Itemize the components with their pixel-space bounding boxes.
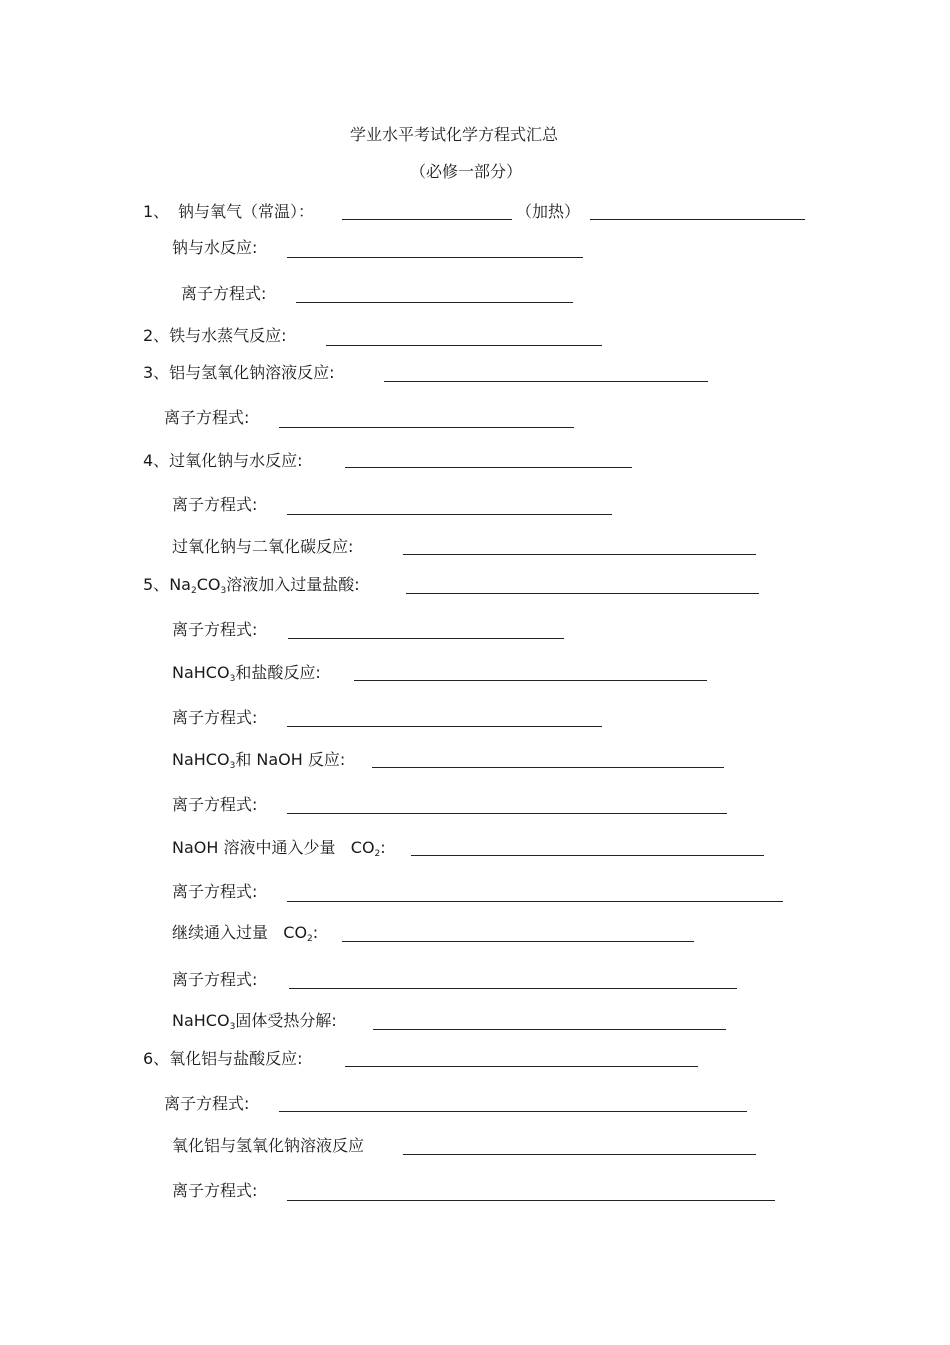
- subscript: 2: [190, 586, 197, 596]
- question-label: 4、过氧化钠与水反应:: [143, 451, 303, 470]
- answer-blank[interactable]: [342, 219, 512, 220]
- question-label: 离子方程式:: [181, 284, 267, 303]
- answer-blank[interactable]: [345, 467, 632, 468]
- answer-blank[interactable]: [384, 381, 708, 382]
- answer-blank[interactable]: [411, 855, 764, 856]
- question-label: [143, 575, 360, 595]
- question-label: 离子方程式:: [172, 882, 258, 901]
- question-label: 离子方程式:: [164, 408, 250, 427]
- subscript: 3: [229, 1022, 236, 1032]
- answer-blank[interactable]: [354, 680, 707, 681]
- answer-blank[interactable]: [403, 554, 756, 555]
- question-label: 6、氧化铝与盐酸反应:: [143, 1049, 303, 1068]
- answer-blank[interactable]: [326, 345, 602, 346]
- question-label: [172, 1011, 337, 1031]
- question-label: 2、铁与水蒸气反应:: [143, 326, 287, 345]
- formula-text: NaHCO: [172, 750, 230, 769]
- question-label: [172, 838, 386, 858]
- question-label: 钠与水反应:: [172, 238, 258, 257]
- question-label: 离子方程式:: [172, 1181, 258, 1200]
- question-label: 过氧化钠与二氧化碳反应:: [172, 537, 354, 556]
- formula-text: NaHCO: [172, 1011, 230, 1030]
- answer-blank[interactable]: [287, 1200, 775, 1201]
- answer-blank[interactable]: [406, 593, 759, 594]
- label-text: NaOH 溶液中通入少量: [172, 838, 336, 857]
- answer-blank[interactable]: [287, 726, 602, 727]
- question-label: [172, 750, 345, 770]
- answer-blank[interactable]: [288, 638, 564, 639]
- item-number: 1、: [143, 202, 170, 221]
- answer-blank[interactable]: [287, 514, 612, 515]
- formula-text: CO: [283, 923, 308, 942]
- label-text: :: [312, 923, 319, 942]
- label-text: 继续通入过量: [172, 923, 269, 942]
- label-text: :: [380, 838, 386, 857]
- answer-blank[interactable]: [372, 767, 724, 768]
- answer-blank[interactable]: [287, 257, 583, 258]
- question-label: 离子方程式:: [172, 620, 258, 639]
- subscript: 3: [220, 586, 227, 596]
- formula-text: Na: [169, 575, 191, 594]
- item-number: 5、: [143, 575, 170, 594]
- page-subtitle: （必修一部分）: [410, 162, 523, 181]
- question-label: （加热）: [516, 202, 581, 221]
- page-title: 学业水平考试化学方程式汇总: [350, 125, 559, 144]
- answer-blank[interactable]: [289, 988, 737, 989]
- formula-text: NaHCO: [172, 663, 230, 682]
- answer-blank[interactable]: [296, 302, 573, 303]
- subscript: 2: [307, 934, 313, 944]
- answer-blank[interactable]: [279, 1111, 747, 1112]
- formula-text: CO: [350, 838, 375, 857]
- answer-blank[interactable]: [590, 219, 805, 220]
- question-label: 钠与氧气（常温）：: [178, 202, 315, 221]
- label-text: 固体受热分解:: [235, 1011, 337, 1030]
- question-label: 离子方程式:: [172, 708, 258, 727]
- question-label: 3、铝与氢氧化钠溶液反应:: [143, 363, 335, 382]
- subscript: 3: [229, 674, 236, 684]
- answer-blank[interactable]: [373, 1029, 726, 1030]
- question-label: 离子方程式:: [172, 795, 258, 814]
- label-text: 溶液加入过量盐酸:: [226, 575, 360, 594]
- answer-blank[interactable]: [279, 427, 574, 428]
- question-label: 离子方程式:: [172, 970, 258, 989]
- subscript: 3: [229, 761, 236, 771]
- formula-text: CO: [196, 575, 221, 594]
- question-label: 氧化铝与氢氧化钠溶液反应: [172, 1136, 365, 1155]
- answer-blank[interactable]: [287, 901, 783, 902]
- question-label: [172, 663, 321, 683]
- question-label: [172, 923, 318, 943]
- answer-blank[interactable]: [287, 813, 727, 814]
- answer-blank[interactable]: [403, 1154, 756, 1155]
- answer-blank[interactable]: [345, 1066, 698, 1067]
- question-label: 离子方程式:: [172, 495, 258, 514]
- subscript: 2: [374, 849, 381, 859]
- question-label: 离子方程式:: [164, 1094, 250, 1113]
- answer-blank[interactable]: [342, 941, 694, 942]
- label-text: 和 NaOH 反应:: [235, 750, 346, 769]
- label-text: 和盐酸反应:: [235, 663, 321, 682]
